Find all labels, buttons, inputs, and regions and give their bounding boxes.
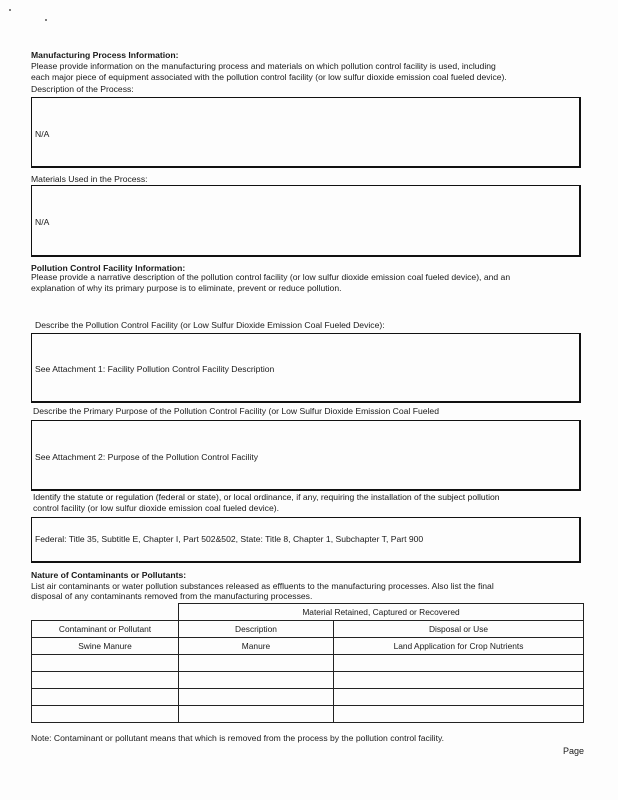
table-cell[interactable]: Swine Manure xyxy=(32,638,179,655)
table-cell[interactable] xyxy=(179,655,334,672)
manufacturing-heading: Manufacturing Process Information: xyxy=(31,50,179,60)
table-cell[interactable] xyxy=(334,689,584,706)
scan-speck xyxy=(45,19,47,21)
scan-speck xyxy=(9,9,11,11)
materials-used-field[interactable] xyxy=(31,185,581,257)
table-cell[interactable] xyxy=(334,706,584,723)
pollution-control-heading: Pollution Control Facility Information: xyxy=(31,263,186,273)
pollution-control-intro-line-2: explanation of why its primary purpose is to eliminate, prevent or reduce pollution. xyxy=(31,283,342,293)
manufacturing-intro-line-1: Please provide information on the manufacturing process and materials on which pollution control facility is used, including xyxy=(31,61,496,71)
material-retained-header: Material Retained, Captured or Recovered xyxy=(179,604,584,621)
table-row xyxy=(32,689,584,706)
pollution-control-intro-line-1: Please provide a narrative description of the pollution control facility (or low sulfur dioxide emission coal fueled device), and an xyxy=(31,272,511,282)
table-corner-cell xyxy=(32,604,179,621)
statute-label-line-2: control facility (or low sulfur dioxide emission coal fueled device). xyxy=(33,503,279,513)
contaminants-intro-line-1: List air contaminants or water pollution substances released as effluents to the manufacturing processes. Also list the final xyxy=(31,581,494,591)
facility-description-field[interactable] xyxy=(31,333,581,403)
table-cell[interactable] xyxy=(179,706,334,723)
table-column-header-row xyxy=(32,621,584,638)
statute-label-line-1: Identify the statute or regulation (federal or state), or local ordinance, if any, requiring the installation of the subject pollution xyxy=(33,492,500,502)
footer-note: Note: Contaminant or pollutant means that which is removed from the process by the pollution control facility. xyxy=(31,733,445,743)
table-cell[interactable]: Land Application for Crop Nutrients xyxy=(334,638,584,655)
materials-used-label: Materials Used in the Process: xyxy=(31,174,148,184)
manufacturing-intro-line-2: each major piece of equipment associated with the pollution control facility (or low sulfur dioxide emission coal fueled device). xyxy=(31,72,507,82)
table-cell[interactable] xyxy=(32,672,179,689)
table-row xyxy=(32,655,584,672)
contaminants-intro-line-2: disposal of any contaminants removed from the manufacturing processes. xyxy=(31,591,313,601)
primary-purpose-field[interactable] xyxy=(31,420,581,491)
statute-value: Federal: Title 35, Subtitle E, Chapter I, Part 502&502, State: Title 8, Chapter 1, Subchapter T, Part 900 xyxy=(35,534,424,544)
process-description-value: N/A xyxy=(35,129,50,139)
contaminants-table xyxy=(31,603,584,723)
facility-description-value: See Attachment 1: Facility Pollution Control Facility Description xyxy=(35,364,275,374)
primary-purpose-label: Describe the Primary Purpose of the Pollution Control Facility (or Low Sulfur Dioxide Emission Coal Fueled xyxy=(33,406,439,416)
page-label: Page xyxy=(563,746,585,756)
process-description-label: Description of the Process: xyxy=(31,84,134,94)
table-cell[interactable]: Manure xyxy=(179,638,334,655)
facility-description-label: Describe the Pollution Control Facility (or Low Sulfur Dioxide Emission Coal Fueled Device): xyxy=(35,320,385,330)
table-cell[interactable] xyxy=(179,689,334,706)
process-description-field[interactable] xyxy=(31,97,581,168)
table-cell[interactable] xyxy=(32,689,179,706)
table-group-header-row xyxy=(32,604,584,621)
table-row xyxy=(32,638,584,655)
table-row xyxy=(32,672,584,689)
table-cell[interactable] xyxy=(334,655,584,672)
table-cell[interactable] xyxy=(32,706,179,723)
column-header-description: Description xyxy=(179,621,334,638)
column-header-disposal: Disposal or Use xyxy=(334,621,584,638)
statute-field[interactable] xyxy=(31,517,581,563)
column-header-contaminant: Contaminant or Pollutant xyxy=(32,621,179,638)
contaminants-heading: Nature of Contaminants or Pollutants: xyxy=(31,570,187,580)
table-cell[interactable] xyxy=(32,655,179,672)
materials-used-value: N/A xyxy=(35,217,50,227)
table-row xyxy=(32,706,584,723)
table-cell[interactable] xyxy=(179,672,334,689)
primary-purpose-value: See Attachment 2: Purpose of the Pollution Control Facility xyxy=(35,452,259,462)
table-cell[interactable] xyxy=(334,672,584,689)
